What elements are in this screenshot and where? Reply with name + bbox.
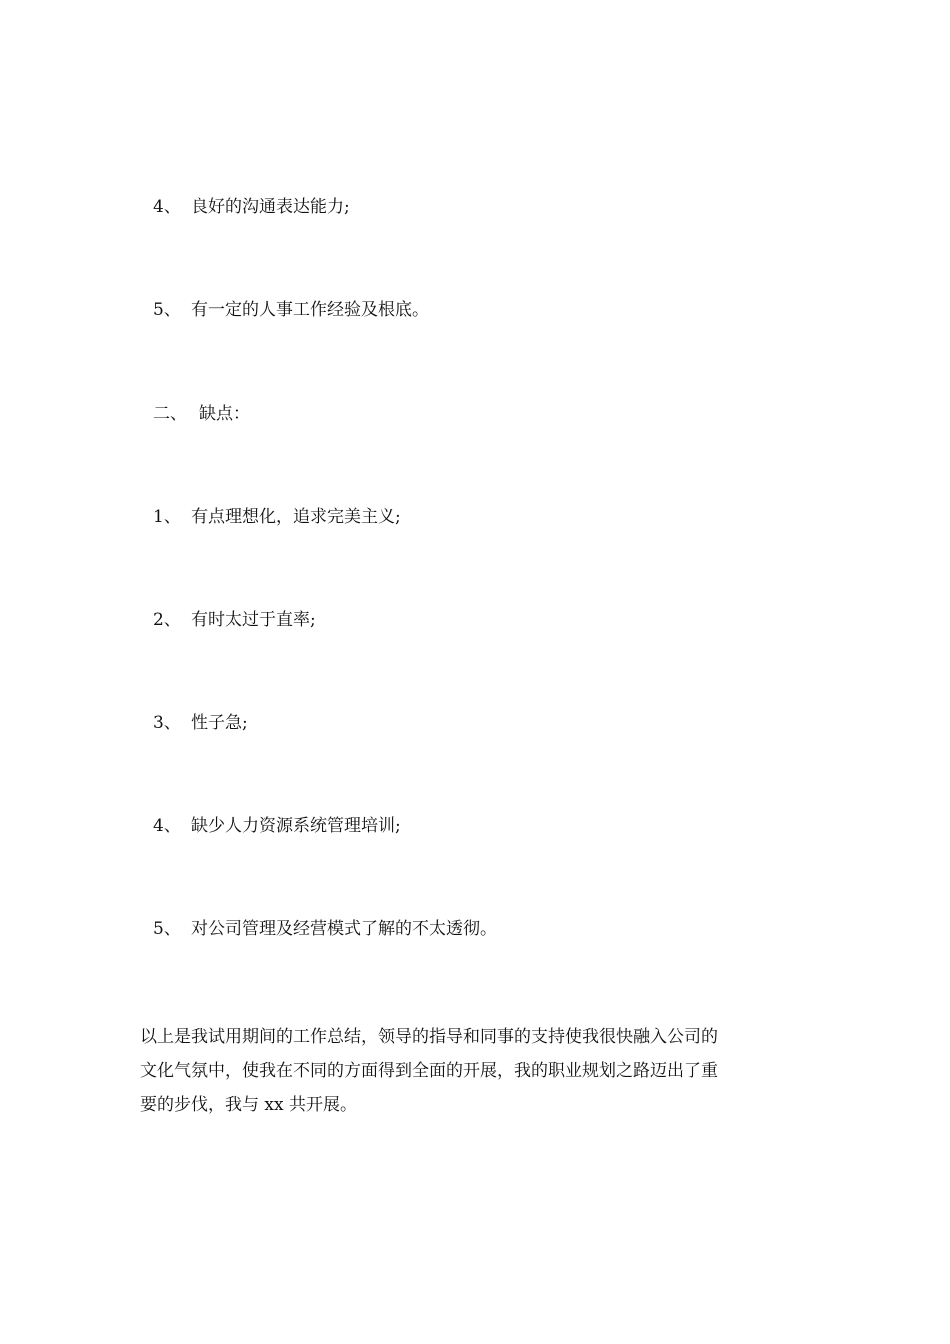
item-text: 缺少人力资源系统管理培训;: [191, 816, 401, 836]
weakness-item-5: [153, 919, 497, 939]
item-text: 有时太过于直率;: [191, 610, 316, 630]
item-number: 4、: [153, 816, 181, 836]
weakness-item-4: [153, 816, 401, 836]
item-text: 良好的沟通表达能力;: [191, 197, 350, 217]
strength-item-4: [153, 197, 350, 217]
summary-line: 以上是我试用期间的工作总结，领导的指导和同事的支持使我很快融入公司的: [140, 1027, 718, 1047]
item-text: 有点理想化，追求完美主义;: [191, 507, 401, 527]
item-text: 性子急;: [191, 713, 248, 733]
weakness-item-1: [153, 507, 401, 527]
item-number: 2、: [153, 610, 181, 630]
item-number: 3、: [153, 713, 181, 733]
section-number: 二、: [153, 404, 187, 424]
item-number: 5、: [153, 919, 181, 939]
item-number: 5、: [153, 300, 181, 320]
summary-paragraph: [140, 1020, 810, 1122]
item-text: 有一定的人事工作经验及根底。: [191, 300, 429, 320]
strength-item-5: [153, 300, 429, 320]
item-number: 1、: [153, 507, 181, 527]
section-title: 缺点：: [199, 404, 250, 424]
summary-line: 文化气氛中，使我在不同的方面得到全面的开展，我的职业规划之路迈出了重: [140, 1061, 718, 1081]
item-number: 4、: [153, 197, 181, 217]
summary-line: 要的步伐，我与 xx 共开展。: [140, 1095, 357, 1115]
item-text: 对公司管理及经营模式了解的不太透彻。: [191, 919, 497, 939]
section-heading-weaknesses: [153, 404, 250, 424]
weakness-item-2: [153, 610, 316, 630]
weakness-item-3: [153, 713, 248, 733]
